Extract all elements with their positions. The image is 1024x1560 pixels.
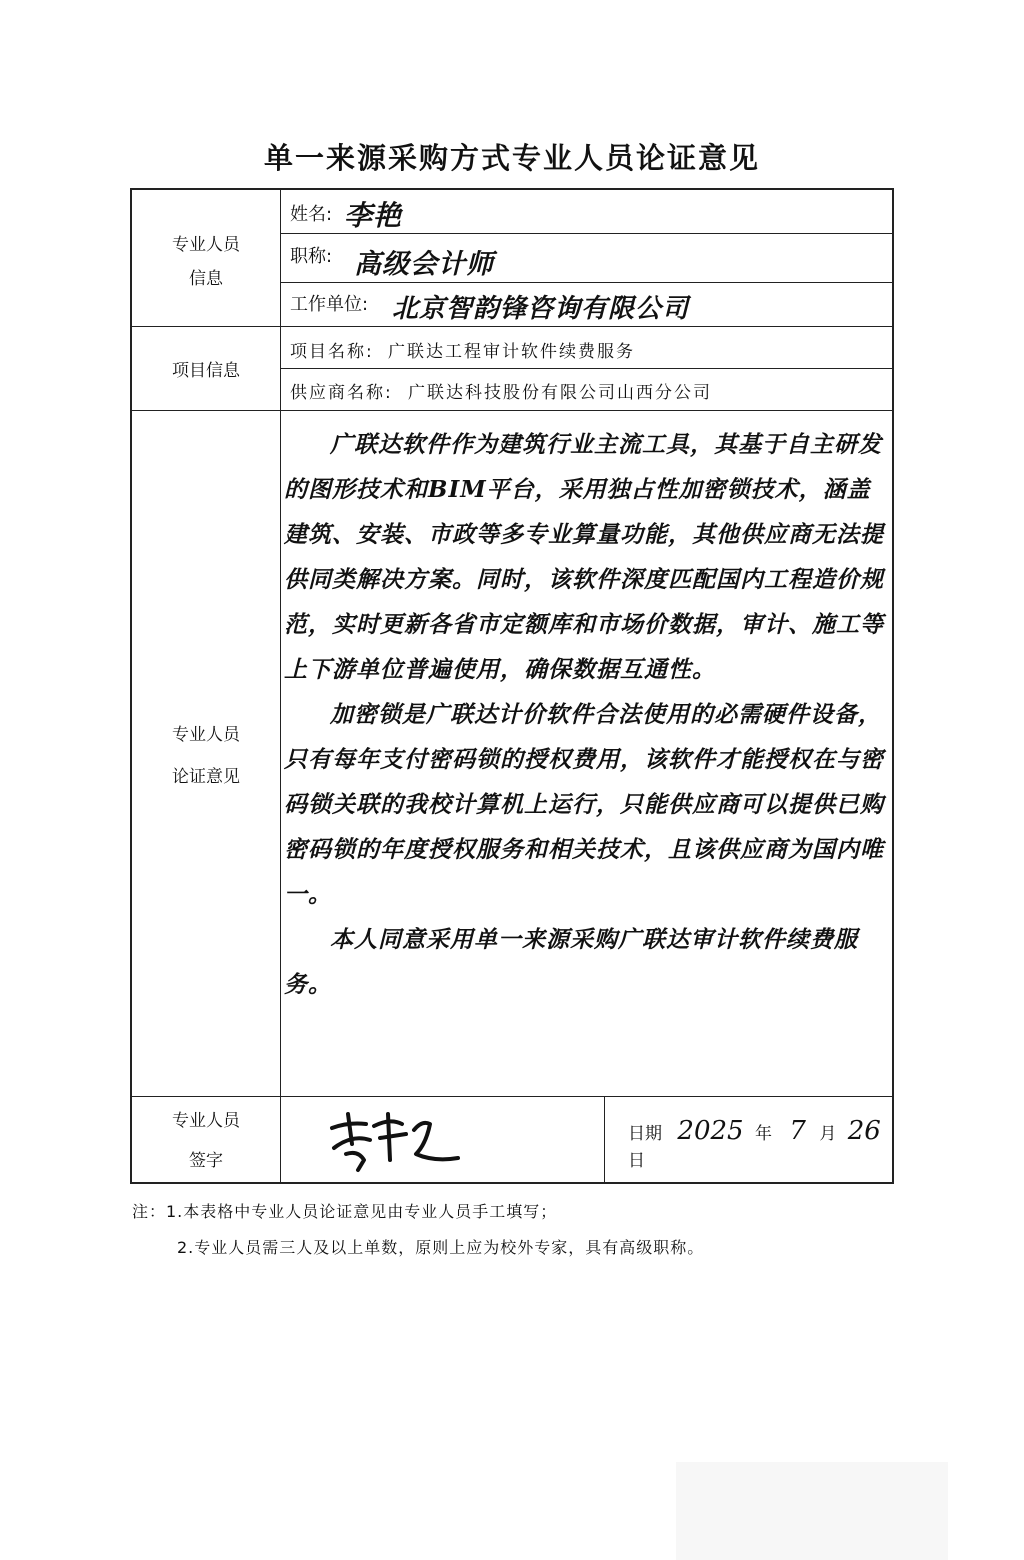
day-char: 日 (628, 1151, 645, 1171)
signature-label-2: 签字 (189, 1151, 223, 1171)
unit-label: 工作单位: (290, 294, 369, 315)
date-year: 2025 (677, 1116, 744, 1146)
supplier-label: 供应商名称: (290, 383, 393, 403)
form-table (130, 188, 894, 1184)
footnote-1: 注：1.本表格中专业人员论证意见由专业人员手工填写； (132, 1202, 558, 1221)
opinion-paragraph: 广联达软件作为建筑行业主流工具，其基于自主研发的图形技术和BIM平台，采用独占性加密锁技术，涵盖建筑、安装、市政等多专业算量功能，其他供应商无法提供同类解决方案。同时，该软件深度匹配国内工程造价规范，实时更新各省市定额库和市场价数据，审计、施工等上下游单位普遍使用，确保数据互通性。 (284, 431, 884, 683)
project-info-label: 项目信息 (172, 361, 240, 381)
month-char: 月 (819, 1124, 837, 1144)
supplier-value: 广联达科技股份有限公司山西分公司 (408, 383, 712, 403)
opinion-paragraph: 加密锁是广联达计价软件合法使用的必需硬件设备，只有每年支付密码锁的授权费用，该软件才能授权在与密码锁关联的我校计算机上运行，只能供应商可以提供已购密码锁的年度授权服务和相关技术，且该供应商为国内唯一。 (284, 701, 884, 908)
expert-info-label-2: 信息 (189, 269, 223, 289)
title-label: 职称: (290, 246, 333, 267)
unit-value: 北京智韵锋咨询有限公司 (392, 294, 690, 324)
date-field (628, 1116, 892, 1171)
column-divider (604, 1096, 605, 1182)
opinion-paragraph: 本人同意采用单一来源采购广联达审计软件续费服务。 (284, 926, 858, 998)
opinion-text (284, 422, 884, 1007)
row-divider (280, 233, 892, 234)
expert-info-label-1: 专业人员 (172, 235, 240, 255)
section-divider (132, 326, 892, 327)
row-divider (280, 282, 892, 283)
signature-label-1: 专业人员 (172, 1111, 240, 1131)
signature-image (318, 1104, 468, 1176)
project-name-label: 项目名称: (290, 342, 374, 362)
name-value: 李艳 (344, 199, 403, 232)
title-value: 高级会计师 (354, 249, 494, 280)
name-label: 姓名: (290, 204, 333, 225)
scan-artifact (676, 1462, 948, 1560)
column-divider (280, 1096, 281, 1182)
date-day: 26 (847, 1116, 881, 1146)
project-name-value: 广联达工程审计软件续费服务 (388, 342, 635, 362)
section-divider (132, 410, 892, 411)
date-month: 7 (789, 1116, 806, 1146)
section-divider (132, 1096, 892, 1097)
footnotes (132, 1194, 704, 1266)
footnote-2: 2.专业人员需三人及以上单数，原则上应为校外专家，具有高级职称。 (177, 1238, 705, 1257)
document-title: 单一来源采购方式专业人员论证意见 (263, 141, 760, 175)
row-divider (280, 368, 892, 369)
date-label: 日期 (628, 1124, 662, 1144)
opinion-label-2: 论证意见 (172, 767, 240, 787)
year-char: 年 (754, 1124, 772, 1144)
opinion-label-1: 专业人员 (172, 725, 240, 745)
